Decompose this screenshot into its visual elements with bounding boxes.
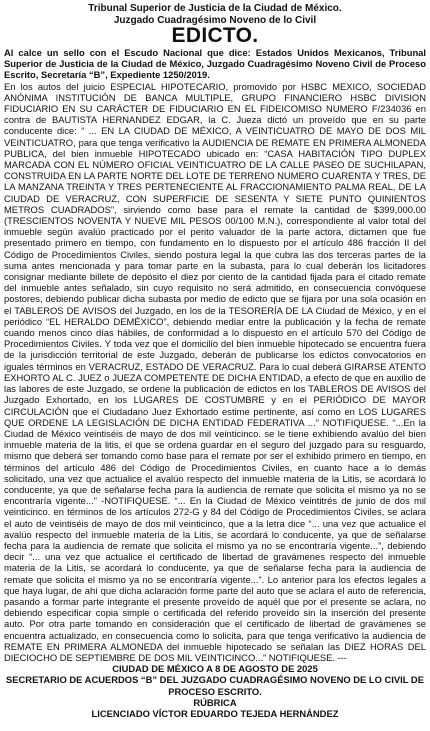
issue-date: CIUDAD DE MÉXICO A 8 DE AGOSTO DE 2025 — [112, 663, 318, 675]
document-title: EDICTO. — [171, 24, 259, 47]
body-text: En los autos del juicio ESPECIAL HIPOTECARIO, promovido por HSBC MEXICO, SOCIEDAD ANÓNIMA INSTITUCIÓN DE BANCA MULTIPLE, GRUPO FINANCIERO HSBC DIVISION FIDUCIARIO EN SU CARÁCTER DE FIDUCIARIO EN EL FIDEICOMISO NUMERO F/234036 en contra de BAUTISTA HERNANDEZ EDGAR, la C. Jueza dictó un proveído que en su parte conducente dice: “ ... EN LA CIUDAD DE MÉXICO, A VEINTICUATRO DE MAYO DE DOS MIL VEINTICUATRO, para que tenga verificativo la AUDIENCIA DE REMATE EN PRIMERA ALMONEDA PUBLICA, del bien inmueble HIPOTECADO ubicado en: “CASA HABITACIÓN TIPO DUPLEX MARCADA CON EL NÚMERO OFICIAL VEINTICUATRO DE LA CALLE PASEO DE SUCHILAPAN, CONSTRUIDA EN LA PARTE NORTE DEL LOTE DE TERRENO NUMERO CUARENTA Y TRES, DE LA MANZANA TREINTA Y TRES PERTENECIENTE AL FRACCIONAMIENTO PALMA REAL, DE LA CIUDAD DE VERACRUZ, CON SUPERFICIE DE SESENTA Y SIETE PUNTO QUINIENTOS METROS CUADRADOS”, sirviendo como base para el remate la cantidad de $399,000.00 (TRESCIENTOS NOVENTA Y NUEVE MIL PESOS 00/100 M.N.), correspondiente al valor total del inmueble según avalúo practicado por el perito valuador de la parte actora, dictamen que fue presentado primero en tiempo, con fundamento en lo dispuesto por el artículo 486 fracción II del Código de Procedimientos Civiles, siendo postura legal la que cubra las dos terceras partes de la suma antes mencionada y para tomar parte en la subasta, para lo cual deberán los licitadores consignar mediante billete de depósito el diez por ciento de la cantidad fijada para el citado remate del inmueble antes señalado, sin cuyo requisito no será admitido, en consecuencia convóquese postores, debiendo publicar dicha subasta por medio de edicto que se fijara por una sola ocasión en el TABLEROS DE AVISOS del Juzgado, en los de la TESORERÍA DE LA Ciudad de México, y en el periódico “EL HERALDO DEMÉXICO”, debiendo mediar entre la publicación y la fecha de remate cuando menos cinco días hábiles, de conformidad a lo dispuesto en el artículo 570 del Código de Procedimientos Civiles. Y toda vez que el domicilio del bien inmueble hipotecado se encuentra fuera de la jurisdicción territorial de este Juzgado, deberán de publicarse los edictos convocatorios en iguales términos en VERACRUZ, ESTADO DE VERACRUZ. Para lo cual deberá GIRARSE ATENTO EXHORTO AL C. JUEZ o JUEZA COMPETENTE DE DICHA ENTIDAD, a efecto de que en auxilio de las labores de este Juzgado, se ordene la publicación de edictos en los TABLEROS DE AVISOS del Juzgado Exhortado, en los LUGARES DE COSTUMBRE y en el PERIÓDICO DE MAYOR CIRCULACIÓN que el Ciudadano Juez Exhortado estime pertinente, así como en LOS LUGARES QUE ORDENE LA LEGISLACIÓN DE DICHA ENTIDAD FEDERATIVA ...” NOTIFIQUESE. “...En la Ciudad de México veintiséis de mayo de dos mil veinticinco. se le tiene exhibiendo avalúo del bien inmueble materia de la litis, el que se ordena guardar en el seguro del juzgado para su resguardo, mismo que deberá ser tomando como base para el remate por ser el exhibido primero en tiempo, en términos del artículo 486 del Código de Procedimientos Civiles, en cuanto hace a lo demás solicitado, una vez que actualice el avalúo respecto del inmueble materia de la Litis, se acordará lo conducente, ya que de señalarse fecha para la audiencia de remate que solicita el mismo ya no se encontraría vigente...” -NOTIFIQUESE. “... En la Ciudad de México veintitrés de junio de dos mil veinticinco. en términos de los artículos 272-G y 84 del Código de Procedimientos Civiles, se aclara el auto de veintiséis de mayo de dos mil veinticinco, que a la letra dice “... una vez que actualice el avalúo respecto del inmueble materia de la Litis, se acordará lo conducente, ya que de señalarse fecha para la audiencia de remate que solicita el mismo ya no se encontraría vigente...”, debiendo decir “... una vez que actualice el certificado de libertad de gravámenes respecto del inmueble materia de la Litis, se acordará lo conducente, ya que de señalarse fecha para la audiencia de remate que solicita el mismo ya no se encontraría vigente...”. Lo anterior para los efectos legales a que haya lugar, de ahí que dicha aclaración forme parte del auto que se aclara el auto de referencia, pasando a formar parte integrante el presente proveído de aquél que por el presente se aclara, no debiendo especificar copia simple o certificada del referido proveído sin la inserción del presente auto. Por otra parte tomando en consideración que el certificado de libertad de gravámenes se encuentra actualizado, en consecuencia como lo solicita, para que tenga verificativo la audiencia de REMATE EN PRIMERA ALMONEDA del inmueble hipotecado se señalan las DIEZ HORAS DEL DIECIOCHO DE SEPTIEMBRE DE DOS MIL VEINTICINCO...” NOTIFIQUESE. --- — [4, 80, 426, 663]
court-division: Juzgado Cuadragésimo Noveno de lo Civil — [113, 14, 317, 26]
secretary-title: SECRETARIO DE ACUERDOS “B” DEL JUZGADO CUADRAGÉSIMO NOVENO DE LO CIVIL DE PROCESO ESCRITO. — [6, 674, 424, 697]
signer-name: LICENCIADO VÍCTOR EDUARDO TEJEDA HERNÁNDEZ — [91, 707, 339, 719]
rubrica-label: RÚBRICA — [193, 696, 237, 708]
seal-statement: Al calce un sello con el Escudo Nacional que dice: Estados Unidos Mexicanos, Tribunal Superior de Justicia de la Ciudad de México, Juzgado Cuadragésimo Noveno Civil de Proceso Escrito, Secretaría “B”, Expediente 1250/2019. — [4, 47, 426, 81]
court-name: Tribunal Superior de Justicia de la Ciudad de México. — [88, 3, 342, 14]
